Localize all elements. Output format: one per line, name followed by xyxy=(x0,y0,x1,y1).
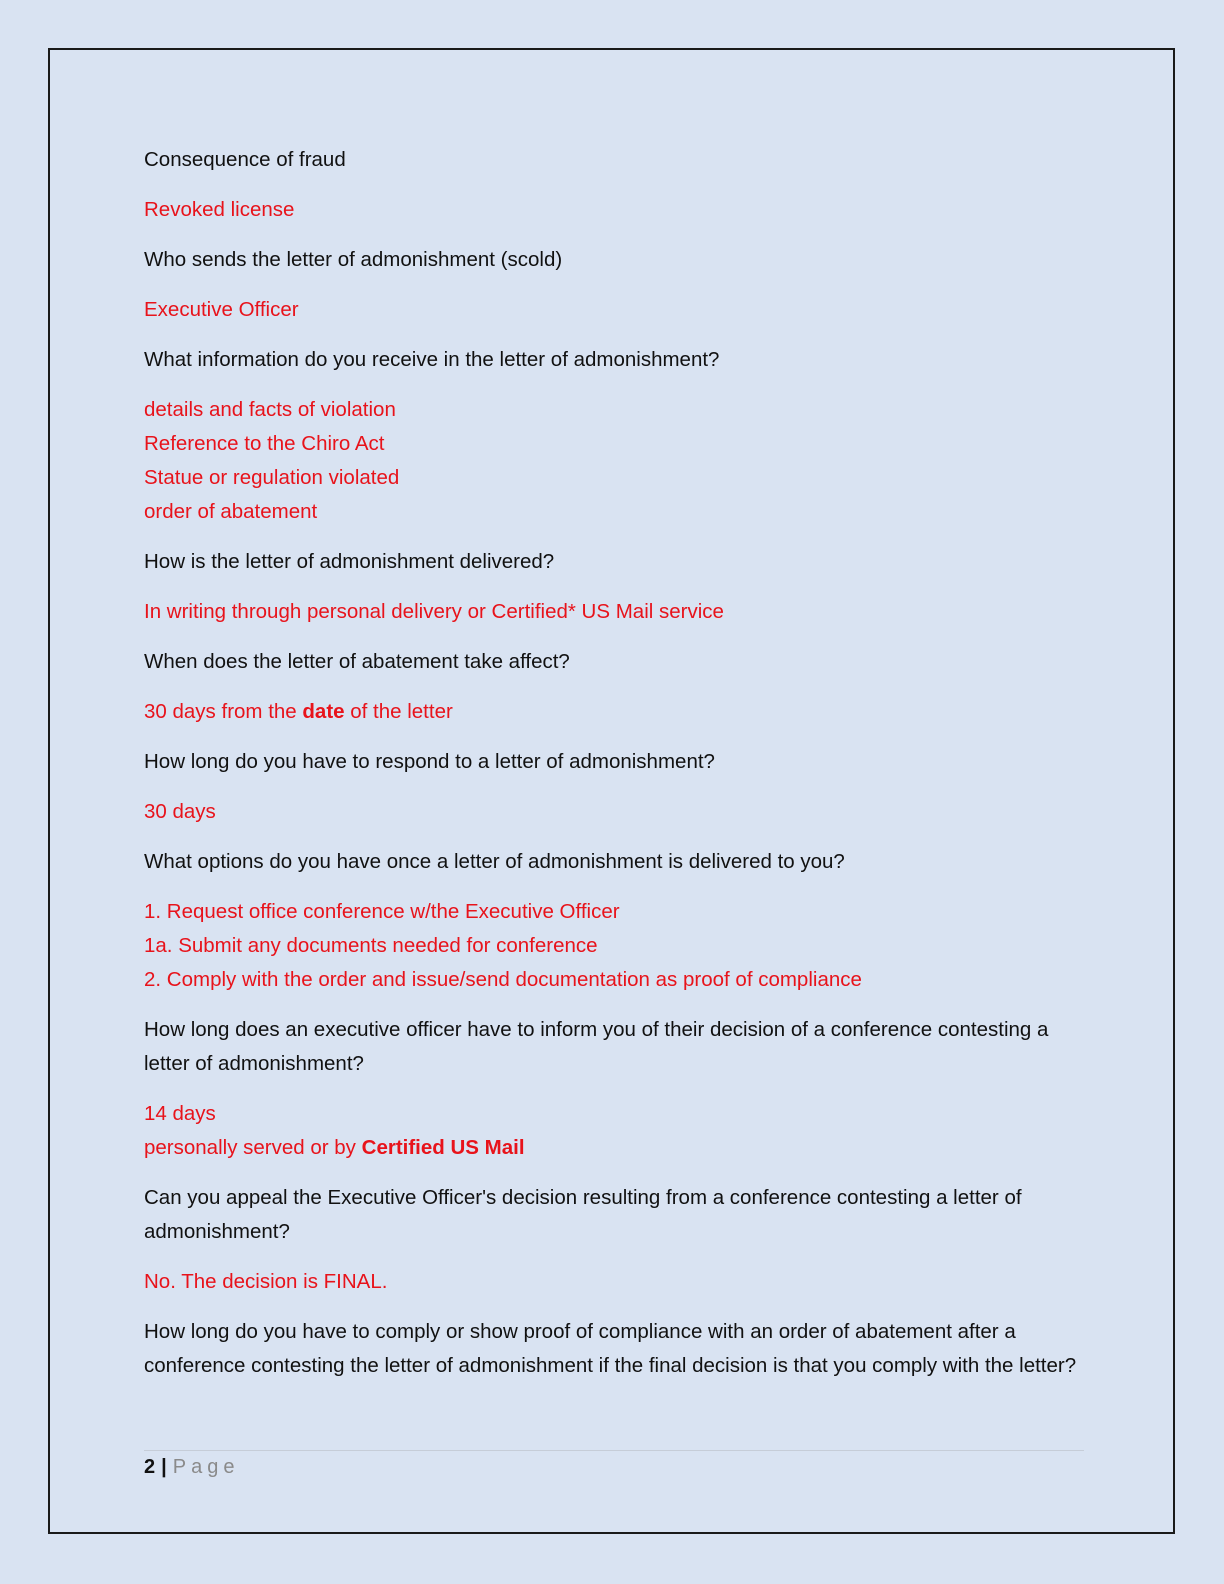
question-text: How long do you have to comply or show proof of compliance with an order of abatement after a conference contesting the letter of admonishment if the final decision is that you comply with the letter? xyxy=(144,1320,1077,1377)
answer-paragraph xyxy=(144,895,1084,997)
question-text: Who sends the letter of admonishment (scold) xyxy=(144,248,563,271)
question-paragraph xyxy=(144,243,1084,277)
answer-line: Executive Officer xyxy=(144,298,299,321)
question-text: How is the letter of admonishment delivered? xyxy=(144,550,555,573)
question-paragraph xyxy=(144,143,1084,177)
answer-emphasis: date xyxy=(302,700,345,723)
answer-line: Reference to the Chiro Act xyxy=(144,432,385,455)
question-text: Can you appeal the Executive Officer's decision resulting from a conference contesting a letter of admonishment? xyxy=(144,1186,1022,1243)
answer-line: No. The decision is FINAL. xyxy=(144,1270,388,1293)
question-text: Consequence of fraud xyxy=(144,148,346,171)
answer-paragraph xyxy=(144,393,1084,529)
question-paragraph xyxy=(144,1181,1084,1249)
page-number: 2 xyxy=(144,1456,156,1478)
answer-paragraph xyxy=(144,293,1084,327)
answer-line: 1a. Submit any documents needed for conference xyxy=(144,934,598,957)
footer-separator: | xyxy=(161,1456,167,1478)
question-text: How long does an executive officer have to inform you of their decision of a conference contesting a letter of admonishment? xyxy=(144,1018,1049,1075)
answer-line: details and facts of violation xyxy=(144,398,396,421)
answer-line: 2. Comply with the order and issue/send documentation as proof of compliance xyxy=(144,968,862,991)
answer-line: 30 days xyxy=(144,800,216,823)
answer-line: In writing through personal delivery or Certified* US Mail service xyxy=(144,600,724,623)
page-label: Page xyxy=(172,1456,240,1478)
answer-line xyxy=(144,1097,1084,1131)
answer-segment: personally served or by xyxy=(144,1136,362,1159)
question-text: How long do you have to respond to a letter of admonishment? xyxy=(144,750,715,773)
answer-paragraph xyxy=(144,1097,1084,1165)
answer-line: order of abatement xyxy=(144,500,318,523)
question-text: What information do you receive in the letter of admonishment? xyxy=(144,348,720,371)
question-paragraph xyxy=(144,1315,1084,1383)
answer-paragraph xyxy=(144,795,1084,829)
answer-line: Revoked license xyxy=(144,198,295,221)
answer-paragraph xyxy=(144,595,1084,629)
answer-emphasis: Certified US Mail xyxy=(361,1136,525,1159)
question-paragraph xyxy=(144,343,1084,377)
answer-segment: 30 days from the xyxy=(144,700,303,723)
document-body xyxy=(144,143,1084,1399)
question-paragraph xyxy=(144,645,1084,679)
answer-line xyxy=(144,1131,1084,1165)
question-text: What options do you have once a letter of admonishment is delivered to you? xyxy=(144,850,845,873)
answer-paragraph xyxy=(144,695,1084,729)
answer-paragraph xyxy=(144,1265,1084,1299)
answer-line xyxy=(144,695,1084,729)
question-paragraph xyxy=(144,845,1084,879)
answer-paragraph xyxy=(144,193,1084,227)
question-paragraph xyxy=(144,745,1084,779)
answer-segment: of the letter xyxy=(344,700,453,723)
answer-line: 1. Request office conference w/the Executive Officer xyxy=(144,900,620,923)
answer-line: Statue or regulation violated xyxy=(144,466,400,489)
footer-divider xyxy=(144,1450,1084,1451)
page-footer xyxy=(144,1454,239,1480)
question-paragraph xyxy=(144,1013,1084,1081)
question-text: When does the letter of abatement take affect? xyxy=(144,650,570,673)
question-paragraph xyxy=(144,545,1084,579)
answer-segment: 14 days xyxy=(144,1102,216,1125)
